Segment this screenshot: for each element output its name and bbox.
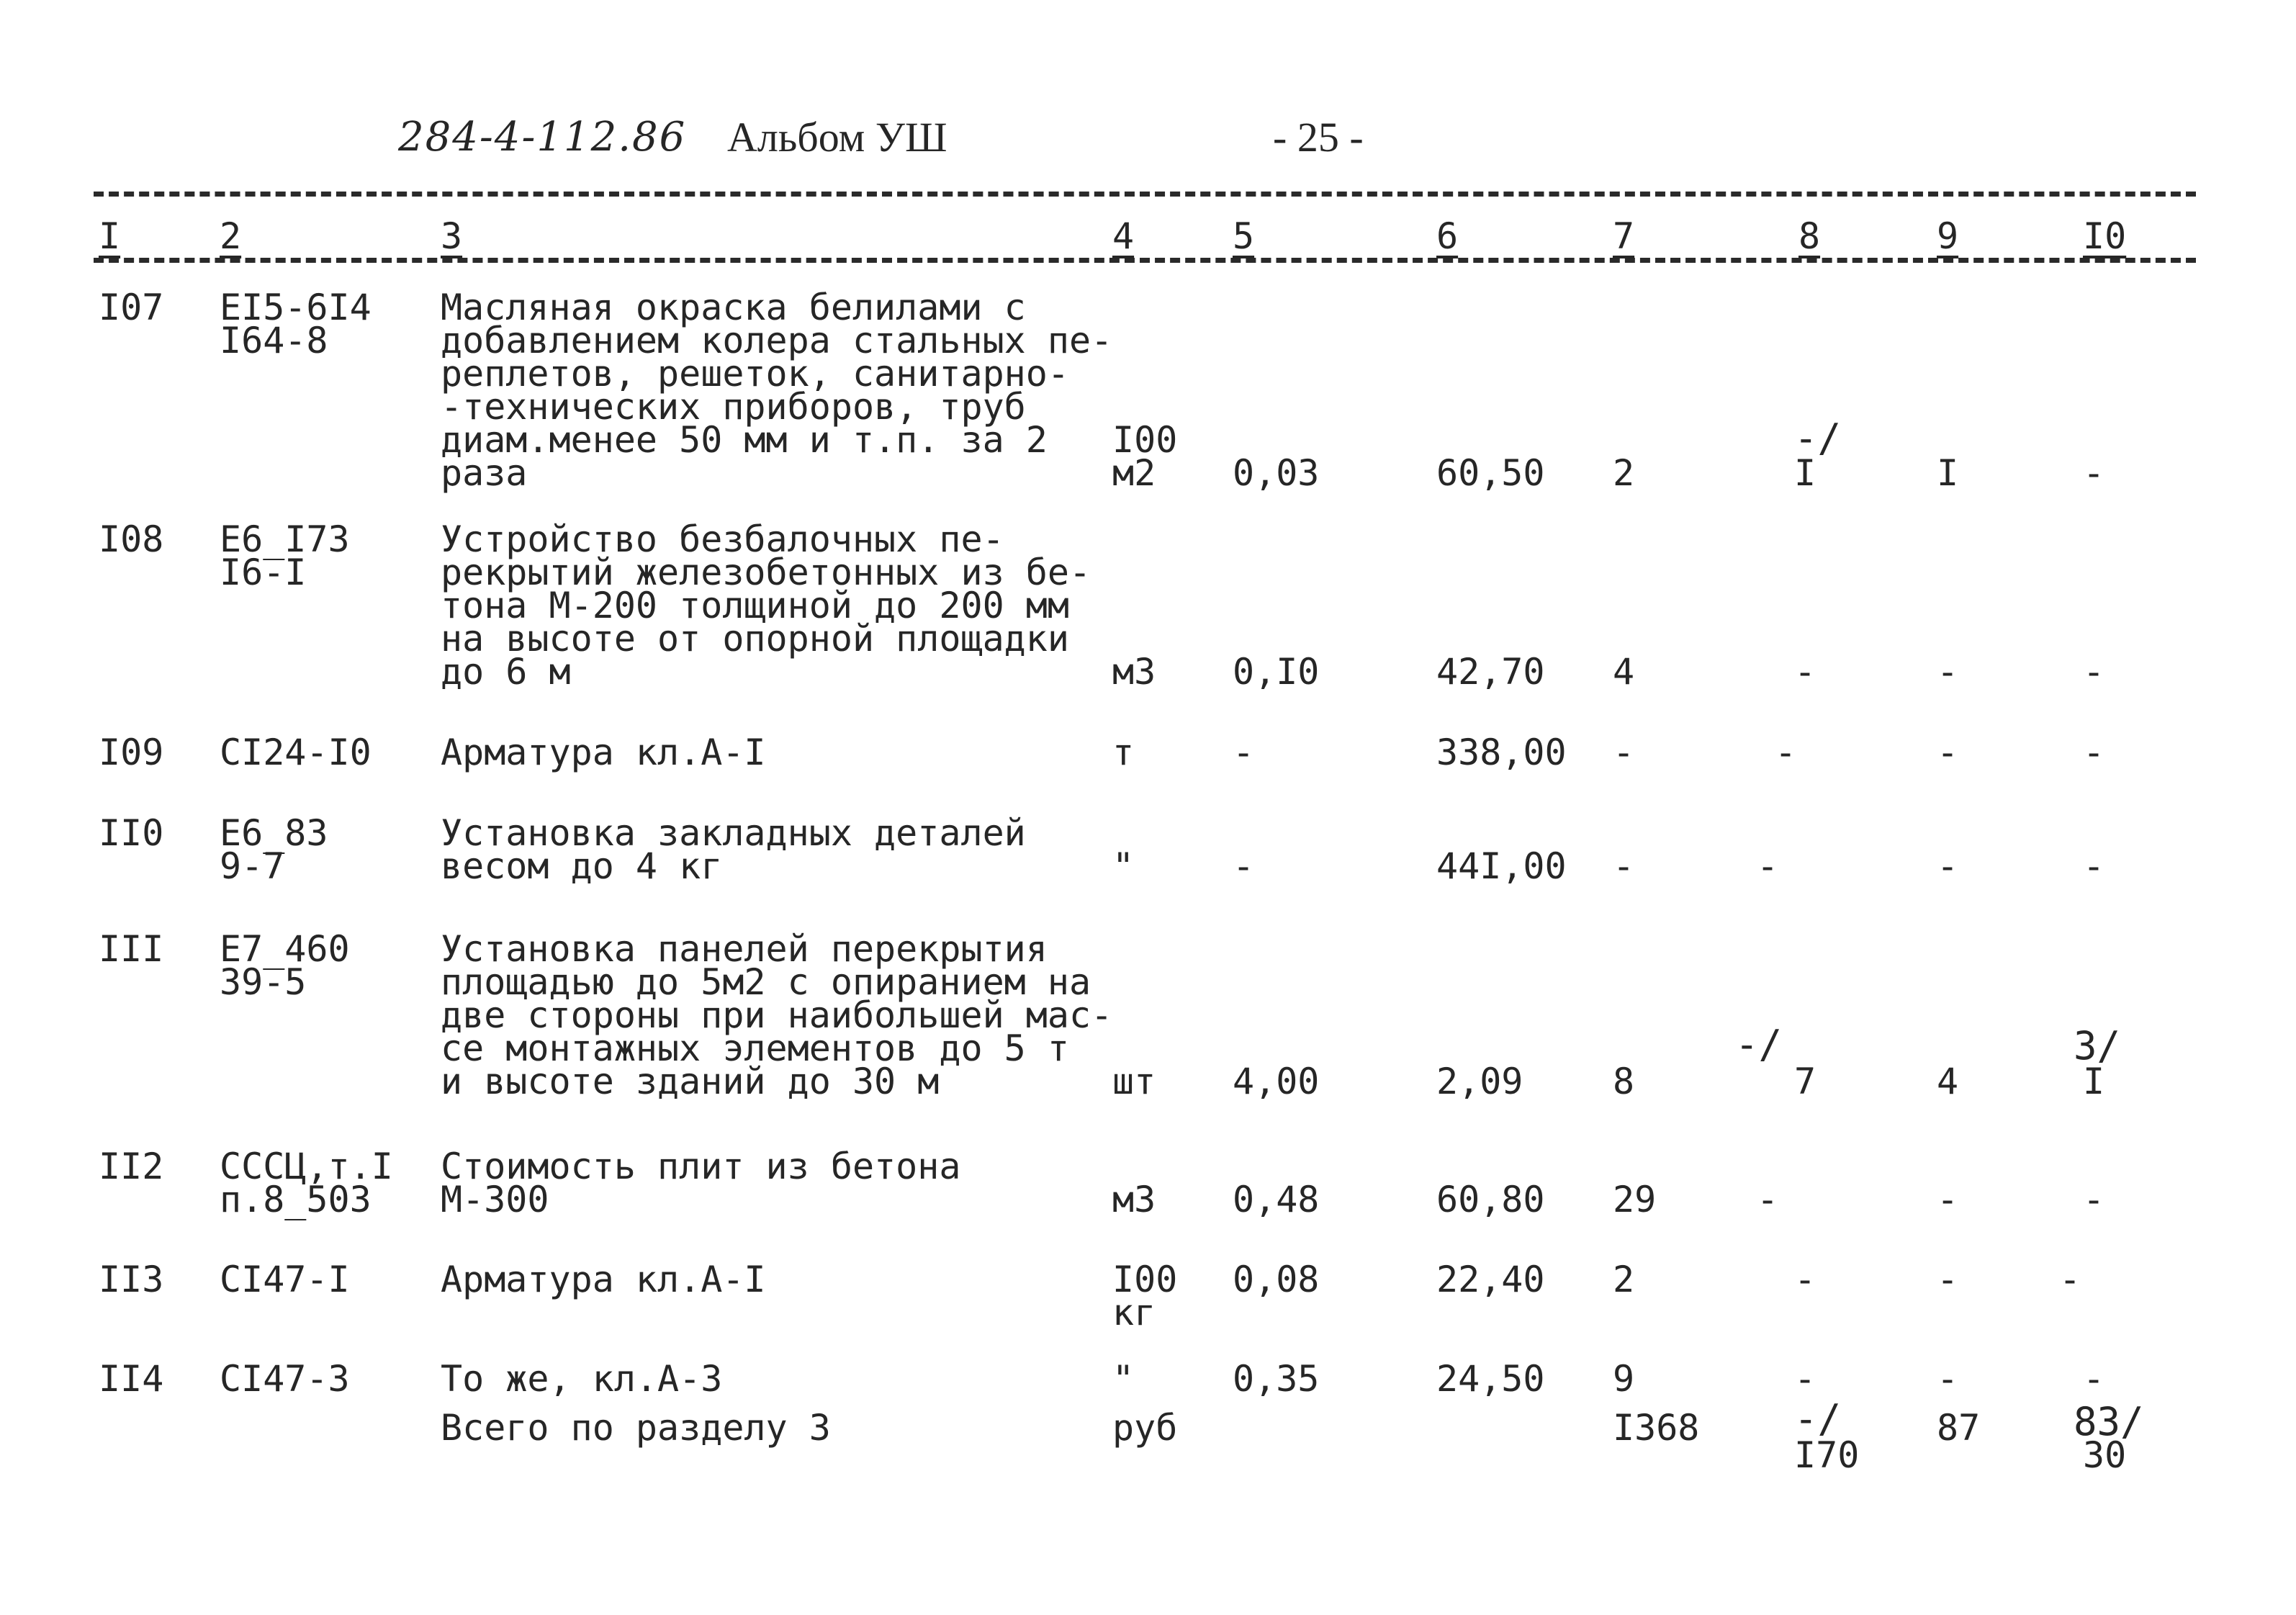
unit-price: 2,09 <box>1436 1061 1523 1102</box>
column-number: 8 <box>1798 215 1821 257</box>
total-col10: 30 <box>2083 1434 2127 1476</box>
col7-value: 8 <box>1613 1061 1635 1102</box>
work-description: две стороны при наибольшей мас- <box>441 994 1113 1036</box>
norm-code: CI47-3 <box>220 1358 350 1400</box>
col10-value: - <box>2083 1358 2105 1400</box>
work-description: Арматура кл.А-I <box>441 1259 766 1300</box>
col7-value: - <box>1613 732 1635 773</box>
total-label: Всего по разделу 3 <box>441 1407 831 1449</box>
work-description: се монтажных элементов до 5 т <box>441 1027 1069 1069</box>
quantity: 0,35 <box>1233 1358 1320 1400</box>
unit-price: 44I,00 <box>1436 845 1567 887</box>
column-number: 2 <box>220 215 242 257</box>
total-col10: 83/ <box>2074 1399 2144 1444</box>
col8-value: I <box>1794 452 1816 494</box>
unit: I00 <box>1112 419 1178 461</box>
row-number: III <box>99 928 164 970</box>
norm-code: 9-7 <box>220 845 285 887</box>
work-description: до 6 м <box>441 651 571 693</box>
col8-value: 7 <box>1794 1061 1816 1102</box>
work-description: диам.менее 50 мм и т.п. за 2 <box>441 419 1048 461</box>
work-description: Устройство безбалочных пе- <box>441 518 1004 560</box>
work-description: весом до 4 кг <box>441 845 723 887</box>
col7-value: 4 <box>1613 651 1635 693</box>
col9-value: - <box>1937 1259 1959 1300</box>
work-description: Установка закладных деталей <box>441 812 1026 854</box>
col9-value: 4 <box>1937 1061 1959 1102</box>
column-number: 4 <box>1112 215 1135 257</box>
work-description: То же, кл.А-3 <box>441 1358 723 1400</box>
document-code: 284-4-112.86 <box>398 114 687 161</box>
unit: т <box>1112 732 1135 773</box>
work-description: площадью до 5м2 с опиранием на <box>441 961 1091 1003</box>
col10-value: - <box>2083 1179 2105 1220</box>
unit-price: 60,80 <box>1436 1179 1545 1220</box>
norm-code: E6_I73 <box>220 518 350 560</box>
quantity: 0,03 <box>1233 452 1320 494</box>
col8-value: -/ <box>1735 1022 1783 1067</box>
col10-value: - <box>2083 845 2105 887</box>
row-number: II0 <box>99 812 164 854</box>
unit: кг <box>1112 1292 1156 1333</box>
col9-value: - <box>1937 1179 1959 1220</box>
unit: шт <box>1112 1061 1156 1102</box>
row-number: II4 <box>99 1358 164 1400</box>
norm-code: 39-5 <box>220 961 307 1003</box>
norm-code: I64-8 <box>220 320 328 361</box>
col8-value: - <box>1794 1259 1816 1300</box>
col8-value: - <box>1794 651 1816 693</box>
row-number: I07 <box>99 287 164 328</box>
norm-code: I6-I <box>220 552 307 593</box>
total-col7: I368 <box>1613 1407 1700 1449</box>
work-description: Арматура кл.А-I <box>441 732 766 773</box>
row-number: II2 <box>99 1146 164 1187</box>
unit: I00 <box>1112 1259 1178 1300</box>
column-number: 5 <box>1233 215 1255 257</box>
col10-value: - <box>2083 452 2105 494</box>
col8-value: - <box>1794 1358 1816 1400</box>
column-header-dashed-rule <box>94 258 2196 263</box>
norm-code: E7_460 <box>220 928 350 970</box>
unit-price: 60,50 <box>1436 452 1545 494</box>
work-description: рекрытий железобетонных из бе- <box>441 552 1091 593</box>
col9-value: I <box>1937 452 1959 494</box>
col8-value: - <box>1775 732 1797 773</box>
col7-value: - <box>1613 845 1635 887</box>
work-description: на высоте от опорной площадки <box>441 618 1069 660</box>
row-number: I09 <box>99 732 164 773</box>
norm-code: EI5-6I4 <box>220 287 372 328</box>
norm-code: СССЦ,т.I <box>220 1146 393 1187</box>
column-number: I0 <box>2083 215 2127 257</box>
col10-value: 3/ <box>2074 1023 2121 1069</box>
col8-value: - <box>1757 1179 1779 1220</box>
work-description: Масляная окраска белилами с <box>441 287 1026 328</box>
unit-price: 24,50 <box>1436 1358 1545 1400</box>
col7-value: 29 <box>1613 1179 1657 1220</box>
work-description: тона М-200 толщиной до 200 мм <box>441 585 1069 626</box>
total-col9: 87 <box>1937 1407 1981 1449</box>
unit-price: 42,70 <box>1436 651 1545 693</box>
work-description: -технических приборов, труб <box>441 386 1026 428</box>
page-number: - 25 - <box>1273 114 1364 161</box>
work-description: реплетов, решеток, санитарно- <box>441 353 1069 395</box>
norm-code: E6_83 <box>220 812 328 854</box>
unit-price: 338,00 <box>1436 732 1567 773</box>
work-description: Установка панелей перекрытия <box>441 928 1048 970</box>
unit: м3 <box>1112 651 1156 693</box>
col9-value: - <box>1937 732 1959 773</box>
norm-code: п.8_503 <box>220 1179 372 1220</box>
quantity: - <box>1233 845 1255 887</box>
quantity: 0,08 <box>1233 1259 1320 1300</box>
work-description: Стоимость плит из бетона <box>441 1146 961 1187</box>
unit-price: 22,40 <box>1436 1259 1545 1300</box>
work-description: и высоте зданий до 30 м <box>441 1061 940 1102</box>
col10-value: - <box>2083 651 2105 693</box>
column-number: 7 <box>1613 215 1635 257</box>
col10-value: - <box>2059 1259 2081 1300</box>
col9-value: - <box>1937 1358 1959 1400</box>
quantity: 0,48 <box>1233 1179 1320 1220</box>
work-description: М-300 <box>441 1179 549 1220</box>
column-number: 9 <box>1937 215 1959 257</box>
column-number: I <box>99 215 121 257</box>
album-title: Альбом УШ <box>727 114 947 161</box>
ditto-mark: " <box>1112 1358 1135 1400</box>
total-col8: -/ <box>1794 1396 1842 1441</box>
norm-code: CI24-I0 <box>220 732 372 773</box>
quantity: 4,00 <box>1233 1061 1320 1102</box>
col10-value: I <box>2083 1061 2105 1102</box>
quantity: 0,I0 <box>1233 651 1320 693</box>
ditto-mark: " <box>1112 845 1135 887</box>
work-description: добавлением колера стальных пе- <box>441 320 1113 361</box>
total-col8: I70 <box>1794 1434 1860 1476</box>
header-dashed-rule <box>94 192 2196 197</box>
row-number: I08 <box>99 518 164 560</box>
col7-value: 2 <box>1613 1259 1635 1300</box>
column-number: 3 <box>441 215 463 257</box>
row-number: II3 <box>99 1259 164 1300</box>
col10-value: - <box>2083 732 2105 773</box>
quantity: - <box>1233 732 1255 773</box>
col7-value: 2 <box>1613 452 1635 494</box>
column-number: 6 <box>1436 215 1459 257</box>
col9-value: - <box>1937 651 1959 693</box>
unit: м3 <box>1112 1179 1156 1220</box>
norm-code: CI47-I <box>220 1259 350 1300</box>
col9-value: - <box>1937 845 1959 887</box>
col7-value: 9 <box>1613 1358 1635 1400</box>
total-unit: руб <box>1112 1407 1178 1449</box>
col8-value: - <box>1757 845 1779 887</box>
work-description: раза <box>441 452 528 494</box>
col8-value: -/ <box>1794 415 1842 461</box>
unit: м2 <box>1112 452 1156 494</box>
